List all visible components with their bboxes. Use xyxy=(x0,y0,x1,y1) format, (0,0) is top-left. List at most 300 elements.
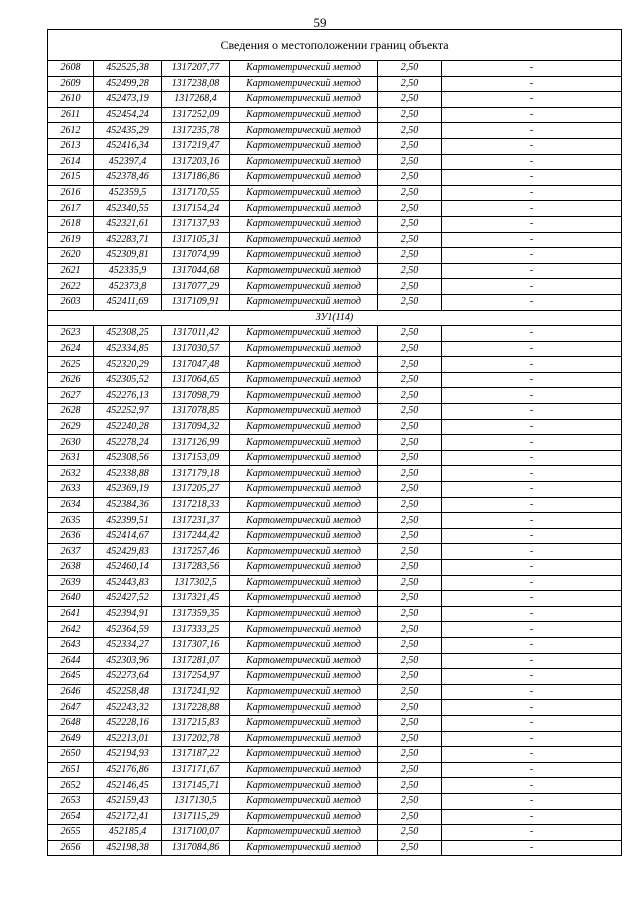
accuracy-cell: 2,50 xyxy=(378,341,442,357)
coord-x-cell: 452198,38 xyxy=(94,840,162,856)
table-row xyxy=(48,560,622,576)
accuracy-cell: 2,50 xyxy=(378,669,442,685)
method-cell: Картометрический метод xyxy=(230,123,378,139)
coord-y-cell: 1317145,71 xyxy=(162,778,230,794)
section-label: ЗУ1(114) xyxy=(48,310,622,326)
method-cell: Картометрический метод xyxy=(230,92,378,108)
accuracy-cell: 2,50 xyxy=(378,76,442,92)
coord-y-cell: 1317207,77 xyxy=(162,61,230,77)
coord-y-cell: 1317084,86 xyxy=(162,840,230,856)
accuracy-cell: 2,50 xyxy=(378,419,442,435)
accuracy-cell: 2,50 xyxy=(378,326,442,342)
accuracy-cell: 2,50 xyxy=(378,762,442,778)
coord-y-cell: 1317244,42 xyxy=(162,528,230,544)
coord-x-cell: 452340,55 xyxy=(94,201,162,217)
description-cell: - xyxy=(442,294,622,310)
table-row xyxy=(48,591,622,607)
accuracy-cell: 2,50 xyxy=(378,747,442,763)
method-cell: Картометрический метод xyxy=(230,591,378,607)
accuracy-cell: 2,50 xyxy=(378,700,442,716)
coord-y-cell: 1317333,25 xyxy=(162,622,230,638)
table-row xyxy=(48,544,622,560)
point-number-cell: 2652 xyxy=(48,778,94,794)
description-cell: - xyxy=(442,684,622,700)
coord-x-cell: 452283,71 xyxy=(94,232,162,248)
accuracy-cell: 2,50 xyxy=(378,372,442,388)
coord-x-cell: 452394,91 xyxy=(94,606,162,622)
method-cell: Картометрический метод xyxy=(230,513,378,529)
point-number-cell: 2633 xyxy=(48,482,94,498)
method-cell: Картометрический метод xyxy=(230,606,378,622)
coord-y-cell: 1317078,85 xyxy=(162,404,230,420)
coord-x-cell: 452176,86 xyxy=(94,762,162,778)
accuracy-cell: 2,50 xyxy=(378,793,442,809)
method-cell: Картометрический метод xyxy=(230,497,378,513)
point-number-cell: 2646 xyxy=(48,684,94,700)
point-number-cell: 2648 xyxy=(48,715,94,731)
description-cell: - xyxy=(442,232,622,248)
accuracy-cell: 2,50 xyxy=(378,170,442,186)
table-row xyxy=(48,669,622,685)
point-number-cell: 2616 xyxy=(48,185,94,201)
table-row xyxy=(48,606,622,622)
description-cell: - xyxy=(442,715,622,731)
method-cell: Картометрический метод xyxy=(230,778,378,794)
method-cell: Картометрический метод xyxy=(230,809,378,825)
description-cell: - xyxy=(442,466,622,482)
description-cell: - xyxy=(442,107,622,123)
accuracy-cell: 2,50 xyxy=(378,435,442,451)
point-number-cell: 2613 xyxy=(48,138,94,154)
accuracy-cell: 2,50 xyxy=(378,653,442,669)
point-number-cell: 2637 xyxy=(48,544,94,560)
coord-x-cell: 452303,96 xyxy=(94,653,162,669)
method-cell: Картометрический метод xyxy=(230,731,378,747)
point-number-cell: 2617 xyxy=(48,201,94,217)
point-number-cell: 2630 xyxy=(48,435,94,451)
coord-y-cell: 1317302,5 xyxy=(162,575,230,591)
coord-x-cell: 452525,38 xyxy=(94,61,162,77)
coord-y-cell: 1317047,48 xyxy=(162,357,230,373)
point-number-cell: 2621 xyxy=(48,263,94,279)
coord-x-cell: 452278,24 xyxy=(94,435,162,451)
accuracy-cell: 2,50 xyxy=(378,778,442,794)
table-row xyxy=(48,404,622,420)
description-cell: - xyxy=(442,341,622,357)
method-cell: Картометрический метод xyxy=(230,154,378,170)
point-number-cell: 2654 xyxy=(48,809,94,825)
accuracy-cell: 2,50 xyxy=(378,107,442,123)
accuracy-cell: 2,50 xyxy=(378,482,442,498)
description-cell: - xyxy=(442,700,622,716)
description-cell: - xyxy=(442,778,622,794)
description-cell: - xyxy=(442,575,622,591)
table-row xyxy=(48,419,622,435)
point-number-cell: 2631 xyxy=(48,450,94,466)
coord-x-cell: 452308,56 xyxy=(94,450,162,466)
method-cell: Картометрический метод xyxy=(230,61,378,77)
point-number-cell: 2644 xyxy=(48,653,94,669)
point-number-cell: 2615 xyxy=(48,170,94,186)
coord-y-cell: 1317100,07 xyxy=(162,825,230,841)
description-cell: - xyxy=(442,482,622,498)
method-cell: Картометрический метод xyxy=(230,669,378,685)
method-cell: Картометрический метод xyxy=(230,762,378,778)
method-cell: Картометрический метод xyxy=(230,248,378,264)
method-cell: Картометрический метод xyxy=(230,372,378,388)
coord-y-cell: 1317094,32 xyxy=(162,419,230,435)
coord-y-cell: 1317281,07 xyxy=(162,653,230,669)
point-number-cell: 2618 xyxy=(48,216,94,232)
table-row xyxy=(48,326,622,342)
point-number-cell: 2609 xyxy=(48,76,94,92)
coord-x-cell: 452414,67 xyxy=(94,528,162,544)
coord-x-cell: 452305,52 xyxy=(94,372,162,388)
table-row xyxy=(48,185,622,201)
method-cell: Картометрический метод xyxy=(230,388,378,404)
table-row xyxy=(48,653,622,669)
accuracy-cell: 2,50 xyxy=(378,544,442,560)
accuracy-cell: 2,50 xyxy=(378,92,442,108)
description-cell: - xyxy=(442,793,622,809)
description-cell: - xyxy=(442,840,622,856)
description-cell: - xyxy=(442,326,622,342)
coord-x-cell: 452334,85 xyxy=(94,341,162,357)
accuracy-cell: 2,50 xyxy=(378,123,442,139)
table-row xyxy=(48,216,622,232)
description-cell: - xyxy=(442,61,622,77)
table-row xyxy=(48,76,622,92)
description-cell: - xyxy=(442,185,622,201)
table-row xyxy=(48,731,622,747)
description-cell: - xyxy=(442,513,622,529)
coord-y-cell: 1317268,4 xyxy=(162,92,230,108)
accuracy-cell: 2,50 xyxy=(378,715,442,731)
table-row xyxy=(48,513,622,529)
coord-y-cell: 1317153,09 xyxy=(162,450,230,466)
coord-x-cell: 452364,59 xyxy=(94,622,162,638)
description-cell: - xyxy=(442,622,622,638)
point-number-cell: 2639 xyxy=(48,575,94,591)
table-row xyxy=(48,170,622,186)
description-cell: - xyxy=(442,560,622,576)
description-cell: - xyxy=(442,653,622,669)
method-cell: Картометрический метод xyxy=(230,528,378,544)
point-number-cell: 2603 xyxy=(48,294,94,310)
point-number-cell: 2643 xyxy=(48,637,94,653)
point-number-cell: 2647 xyxy=(48,700,94,716)
method-cell: Картометрический метод xyxy=(230,201,378,217)
coord-y-cell: 1317074,99 xyxy=(162,248,230,264)
method-cell: Картометрический метод xyxy=(230,216,378,232)
table-row xyxy=(48,793,622,809)
table-row xyxy=(48,341,622,357)
coord-y-cell: 1317186,86 xyxy=(162,170,230,186)
method-cell: Картометрический метод xyxy=(230,450,378,466)
coord-y-cell: 1317171,67 xyxy=(162,762,230,778)
description-cell: - xyxy=(442,138,622,154)
coord-x-cell: 452443,83 xyxy=(94,575,162,591)
point-number-cell: 2608 xyxy=(48,61,94,77)
coord-y-cell: 1317252,09 xyxy=(162,107,230,123)
accuracy-cell: 2,50 xyxy=(378,497,442,513)
method-cell: Картометрический метод xyxy=(230,170,378,186)
point-number-cell: 2622 xyxy=(48,279,94,295)
description-cell: - xyxy=(442,154,622,170)
coord-x-cell: 452429,83 xyxy=(94,544,162,560)
table-row xyxy=(48,248,622,264)
coord-x-cell: 452416,34 xyxy=(94,138,162,154)
coord-x-cell: 452335,9 xyxy=(94,263,162,279)
accuracy-cell: 2,50 xyxy=(378,809,442,825)
table-row xyxy=(48,700,622,716)
table-body xyxy=(48,30,622,856)
method-cell: Картометрический метод xyxy=(230,840,378,856)
description-cell: - xyxy=(442,809,622,825)
accuracy-cell: 2,50 xyxy=(378,684,442,700)
coord-x-cell: 452399,51 xyxy=(94,513,162,529)
description-cell: - xyxy=(442,747,622,763)
point-number-cell: 2623 xyxy=(48,326,94,342)
coord-y-cell: 1317257,46 xyxy=(162,544,230,560)
table-row xyxy=(48,92,622,108)
point-number-cell: 2620 xyxy=(48,248,94,264)
point-number-cell: 2642 xyxy=(48,622,94,638)
table-row xyxy=(48,154,622,170)
method-cell: Картометрический метод xyxy=(230,263,378,279)
accuracy-cell: 2,50 xyxy=(378,216,442,232)
point-number-cell: 2634 xyxy=(48,497,94,513)
coord-x-cell: 452321,61 xyxy=(94,216,162,232)
table-row xyxy=(48,263,622,279)
description-cell: - xyxy=(442,76,622,92)
point-number-cell: 2632 xyxy=(48,466,94,482)
point-number-cell: 2610 xyxy=(48,92,94,108)
coord-x-cell: 452338,88 xyxy=(94,466,162,482)
accuracy-cell: 2,50 xyxy=(378,606,442,622)
accuracy-cell: 2,50 xyxy=(378,450,442,466)
accuracy-cell: 2,50 xyxy=(378,61,442,77)
point-number-cell: 2614 xyxy=(48,154,94,170)
accuracy-cell: 2,50 xyxy=(378,637,442,653)
method-cell: Картометрический метод xyxy=(230,185,378,201)
accuracy-cell: 2,50 xyxy=(378,388,442,404)
description-cell: - xyxy=(442,528,622,544)
table-row xyxy=(48,840,622,856)
point-number-cell: 2625 xyxy=(48,357,94,373)
table-row xyxy=(48,388,622,404)
point-number-cell: 2638 xyxy=(48,560,94,576)
description-cell: - xyxy=(442,450,622,466)
coord-y-cell: 1317154,24 xyxy=(162,201,230,217)
coord-y-cell: 1317130,5 xyxy=(162,793,230,809)
coord-y-cell: 1317228,88 xyxy=(162,700,230,716)
table-row xyxy=(48,497,622,513)
point-number-cell: 2650 xyxy=(48,747,94,763)
method-cell: Картометрический метод xyxy=(230,622,378,638)
table-row xyxy=(48,684,622,700)
coord-y-cell: 1317283,56 xyxy=(162,560,230,576)
coord-y-cell: 1317219,47 xyxy=(162,138,230,154)
coord-y-cell: 1317064,65 xyxy=(162,372,230,388)
method-cell: Картометрический метод xyxy=(230,466,378,482)
coord-y-cell: 1317202,78 xyxy=(162,731,230,747)
accuracy-cell: 2,50 xyxy=(378,575,442,591)
point-number-cell: 2649 xyxy=(48,731,94,747)
coord-y-cell: 1317115,29 xyxy=(162,809,230,825)
point-number-cell: 2626 xyxy=(48,372,94,388)
coord-y-cell: 1317011,42 xyxy=(162,326,230,342)
table-row xyxy=(48,747,622,763)
coord-y-cell: 1317098,79 xyxy=(162,388,230,404)
coord-y-cell: 1317137,93 xyxy=(162,216,230,232)
coord-y-cell: 1317044,68 xyxy=(162,263,230,279)
table-row xyxy=(48,138,622,154)
coord-x-cell: 452359,5 xyxy=(94,185,162,201)
description-cell: - xyxy=(442,497,622,513)
table-row xyxy=(48,294,622,310)
table-row xyxy=(48,357,622,373)
coord-x-cell: 452172,41 xyxy=(94,809,162,825)
coord-y-cell: 1317241,92 xyxy=(162,684,230,700)
description-cell: - xyxy=(442,201,622,217)
accuracy-cell: 2,50 xyxy=(378,154,442,170)
table-row xyxy=(48,435,622,451)
point-number-cell: 2612 xyxy=(48,123,94,139)
coord-x-cell: 452397,4 xyxy=(94,154,162,170)
coord-x-cell: 452454,24 xyxy=(94,107,162,123)
point-number-cell: 2645 xyxy=(48,669,94,685)
table-row xyxy=(48,575,622,591)
accuracy-cell: 2,50 xyxy=(378,248,442,264)
description-cell: - xyxy=(442,248,622,264)
table-row xyxy=(48,825,622,841)
table-title: Сведения о местоположении границ объекта xyxy=(48,30,622,61)
coord-x-cell: 452146,45 xyxy=(94,778,162,794)
coord-x-cell: 452194,93 xyxy=(94,747,162,763)
point-number-cell: 2619 xyxy=(48,232,94,248)
coord-y-cell: 1317215,83 xyxy=(162,715,230,731)
description-cell: - xyxy=(442,170,622,186)
coord-x-cell: 452378,46 xyxy=(94,170,162,186)
method-cell: Картометрический метод xyxy=(230,700,378,716)
table-row xyxy=(48,809,622,825)
coord-x-cell: 452460,14 xyxy=(94,560,162,576)
table-row xyxy=(48,715,622,731)
method-cell: Картометрический метод xyxy=(230,357,378,373)
point-number-cell: 2641 xyxy=(48,606,94,622)
coord-y-cell: 1317179,18 xyxy=(162,466,230,482)
page-number: 59 xyxy=(313,15,327,30)
coord-y-cell: 1317187,22 xyxy=(162,747,230,763)
section-row xyxy=(48,310,622,326)
coord-y-cell: 1317235,78 xyxy=(162,123,230,139)
boundary-table xyxy=(47,29,622,856)
coord-y-cell: 1317077,29 xyxy=(162,279,230,295)
accuracy-cell: 2,50 xyxy=(378,591,442,607)
method-cell: Картометрический метод xyxy=(230,76,378,92)
coord-x-cell: 452435,29 xyxy=(94,123,162,139)
coord-x-cell: 452499,28 xyxy=(94,76,162,92)
accuracy-cell: 2,50 xyxy=(378,357,442,373)
coord-y-cell: 1317170,55 xyxy=(162,185,230,201)
description-cell: - xyxy=(442,388,622,404)
description-cell: - xyxy=(442,279,622,295)
accuracy-cell: 2,50 xyxy=(378,466,442,482)
coord-y-cell: 1317203,16 xyxy=(162,154,230,170)
table-row xyxy=(48,762,622,778)
description-cell: - xyxy=(442,544,622,560)
description-cell: - xyxy=(442,404,622,420)
table-row xyxy=(48,107,622,123)
point-number-cell: 2628 xyxy=(48,404,94,420)
method-cell: Картометрический метод xyxy=(230,747,378,763)
accuracy-cell: 2,50 xyxy=(378,513,442,529)
table-row xyxy=(48,372,622,388)
table-header-row xyxy=(48,30,622,61)
coord-y-cell: 1317030,57 xyxy=(162,341,230,357)
coord-y-cell: 1317105,31 xyxy=(162,232,230,248)
coord-y-cell: 1317321,45 xyxy=(162,591,230,607)
point-number-cell: 2629 xyxy=(48,419,94,435)
coord-x-cell: 452411,69 xyxy=(94,294,162,310)
coord-x-cell: 452384,36 xyxy=(94,497,162,513)
accuracy-cell: 2,50 xyxy=(378,840,442,856)
table-row xyxy=(48,450,622,466)
coord-x-cell: 452320,29 xyxy=(94,357,162,373)
coord-x-cell: 452369,19 xyxy=(94,482,162,498)
method-cell: Картометрический метод xyxy=(230,793,378,809)
table-row xyxy=(48,622,622,638)
point-number-cell: 2640 xyxy=(48,591,94,607)
coord-x-cell: 452373,8 xyxy=(94,279,162,295)
table-row xyxy=(48,637,622,653)
coord-x-cell: 452258,48 xyxy=(94,684,162,700)
method-cell: Картометрический метод xyxy=(230,404,378,420)
point-number-cell: 2656 xyxy=(48,840,94,856)
method-cell: Картометрический метод xyxy=(230,279,378,295)
method-cell: Картометрический метод xyxy=(230,544,378,560)
method-cell: Картометрический метод xyxy=(230,684,378,700)
coord-x-cell: 452308,25 xyxy=(94,326,162,342)
point-number-cell: 2611 xyxy=(48,107,94,123)
accuracy-cell: 2,50 xyxy=(378,201,442,217)
description-cell: - xyxy=(442,762,622,778)
point-number-cell: 2636 xyxy=(48,528,94,544)
description-cell: - xyxy=(442,731,622,747)
method-cell: Картометрический метод xyxy=(230,107,378,123)
table-row xyxy=(48,482,622,498)
description-cell: - xyxy=(442,419,622,435)
point-number-cell: 2627 xyxy=(48,388,94,404)
point-number-cell: 2655 xyxy=(48,825,94,841)
description-cell: - xyxy=(442,435,622,451)
description-cell: - xyxy=(442,606,622,622)
method-cell: Картометрический метод xyxy=(230,560,378,576)
table-row xyxy=(48,528,622,544)
accuracy-cell: 2,50 xyxy=(378,404,442,420)
accuracy-cell: 2,50 xyxy=(378,825,442,841)
description-cell: - xyxy=(442,357,622,373)
method-cell: Картометрический метод xyxy=(230,637,378,653)
coord-y-cell: 1317109,91 xyxy=(162,294,230,310)
point-number-cell: 2651 xyxy=(48,762,94,778)
point-number-cell: 2635 xyxy=(48,513,94,529)
table-row xyxy=(48,466,622,482)
method-cell: Картометрический метод xyxy=(230,138,378,154)
coord-x-cell: 452427,52 xyxy=(94,591,162,607)
method-cell: Картометрический метод xyxy=(230,341,378,357)
